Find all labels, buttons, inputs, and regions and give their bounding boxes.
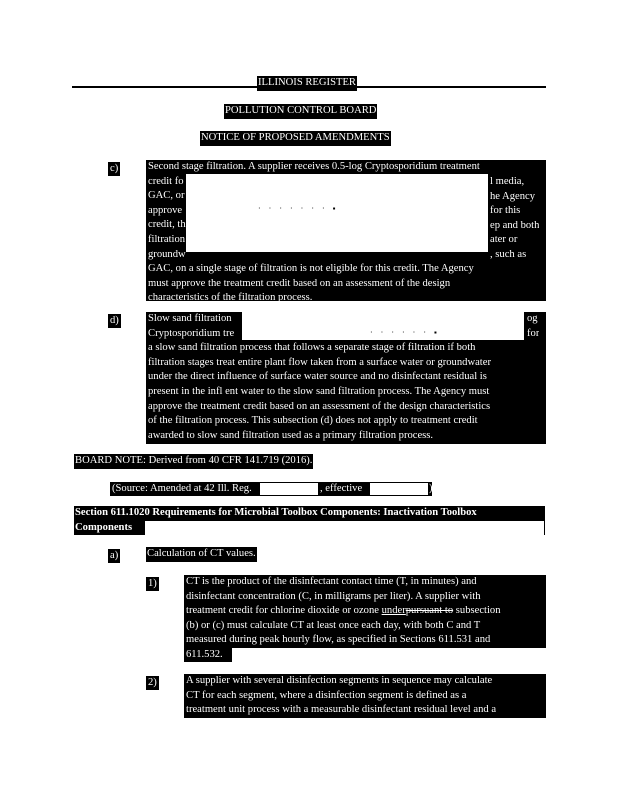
- c-right-fragments: [490, 175, 539, 263]
- d-line-9: awarded to slow sand filtration used as a primary filtration process.: [148, 429, 434, 441]
- d-line-2: Cryptosporidium tre: [148, 327, 235, 339]
- d-line-1: Slow sand filtration: [148, 313, 232, 324]
- item-1-line-3-text: treatment credit for chlorine dioxide or ozone: [186, 605, 382, 617]
- d-line-7: approve the treatment credit based on an assessment of the design characteristics: [148, 400, 491, 412]
- item-1-line-2: disinfectant concentration (C, in milligrams per liter). A supplier with: [186, 590, 481, 602]
- c-line-7: groundw: [148, 248, 186, 260]
- d-line-3: a slow sand filtration process that follows a separate stage of filtration if both: [148, 342, 476, 354]
- item-2-line-1: A supplier with several disinfection segments in sequence may calculate: [186, 675, 493, 686]
- item-1-line-3-after: subsection: [453, 605, 501, 617]
- item-1-gap: [232, 648, 546, 663]
- c-line-5: credit, th: [148, 219, 186, 231]
- board-note: BOARD NOTE: Derived from 40 CFR 141.719 (2016).: [74, 454, 313, 469]
- item-2-line-2: CT for each segment, where a disinfection segment is defined as a: [186, 689, 467, 701]
- subsection-d-label: d): [110, 315, 119, 326]
- c-line-4: approve: [148, 204, 183, 216]
- notice-title: NOTICE OF PROPOSED AMENDMENTS: [200, 131, 391, 146]
- c-frag-6: , such as: [490, 248, 527, 260]
- inserted-text: under: [381, 605, 406, 617]
- source-line: [110, 482, 432, 496]
- item-1-line-6: 611.532.: [186, 648, 223, 660]
- item-2-label: 2): [148, 677, 157, 688]
- register-title: ILLINOIS REGISTER: [257, 76, 357, 91]
- c-line-2: credit fo: [148, 175, 184, 187]
- subsection-a-label: a): [110, 550, 119, 561]
- board-title: POLLUTION CONTROL BOARD: [224, 104, 377, 119]
- section-heading-line-2: Components: [75, 521, 133, 533]
- section-heading-gap: [145, 521, 544, 536]
- item-2-body: [184, 674, 546, 718]
- redaction-box-d: [242, 312, 524, 340]
- item-1-line-3: [186, 604, 546, 619]
- item-1-label: 1): [148, 578, 157, 589]
- source-prefix: (Source: Amended at 42 Ill. Reg.: [112, 483, 252, 494]
- d-line-4: filtration stages treat entire plant flow taken from a surface water or groundwater: [148, 356, 491, 368]
- d-frag-2: for: [527, 327, 540, 339]
- d-line-5: under the direct influence of surface water source and no disinfectant residual is: [148, 371, 487, 383]
- c-frag-3: for this: [490, 205, 521, 217]
- c-line-6: filtration: [148, 233, 186, 245]
- c-frag-1: l media,: [490, 176, 525, 187]
- item-2-line-3: treatment unit process with a measurable disinfectant residual level and a: [186, 704, 497, 716]
- source-suffix: ): [429, 483, 433, 494]
- c-line-1: Second stage filtration. A supplier receives 0.5-log Cryptosporidium treatment: [148, 161, 480, 172]
- c-frag-2: he Agency: [490, 190, 536, 202]
- deleted-text: pursuant to: [405, 605, 454, 617]
- d-line-6: present in the infl ent water to the slow sand filtration process. The Agency must: [148, 385, 490, 397]
- subsection-c-label: c): [110, 163, 119, 174]
- source-redaction-2: [370, 483, 428, 495]
- item-1-line-1: CT is the product of the disinfectant contact time (T, in minutes) and: [186, 576, 477, 587]
- c-frag-4: ep and both: [490, 219, 540, 231]
- item-1-line-4: (b) or (c) must calculate CT at least once each day, with both C and T: [186, 619, 481, 631]
- d-line-8: of the filtration process. This subsection (d) does not apply to treatment credit: [148, 415, 478, 427]
- redaction-box-c: [186, 174, 488, 252]
- subsection-a-title: Calculation of CT values.: [146, 547, 257, 562]
- section-heading-line-1: Section 611.1020 Requirements for Microbial Toolbox Components: Inactivation Toolbox: [75, 507, 477, 518]
- c-line-10: characteristics of the filtration process.: [148, 292, 313, 304]
- c-line-3: GAC, or: [148, 190, 185, 202]
- source-middle: , effective: [320, 483, 363, 494]
- source-redaction-1: [260, 483, 318, 495]
- c-frag-5: ater or: [490, 234, 518, 246]
- redaction-artifact-c: · · · · · · · ▪: [258, 204, 339, 213]
- d-frag-1: og: [527, 313, 538, 324]
- item-1-line-5: measured during peak hourly flow, as specified in Sections 611.531 and: [186, 634, 491, 646]
- c-line-8: GAC, on a single stage of filtration is not eligible for this credit. The Agency: [148, 263, 474, 275]
- c-line-9: must approve the treatment credit based on an assessment of the design: [148, 277, 451, 289]
- redaction-artifact-d: · · · · · · ▪: [370, 328, 440, 337]
- d-right-fragments: [527, 312, 539, 341]
